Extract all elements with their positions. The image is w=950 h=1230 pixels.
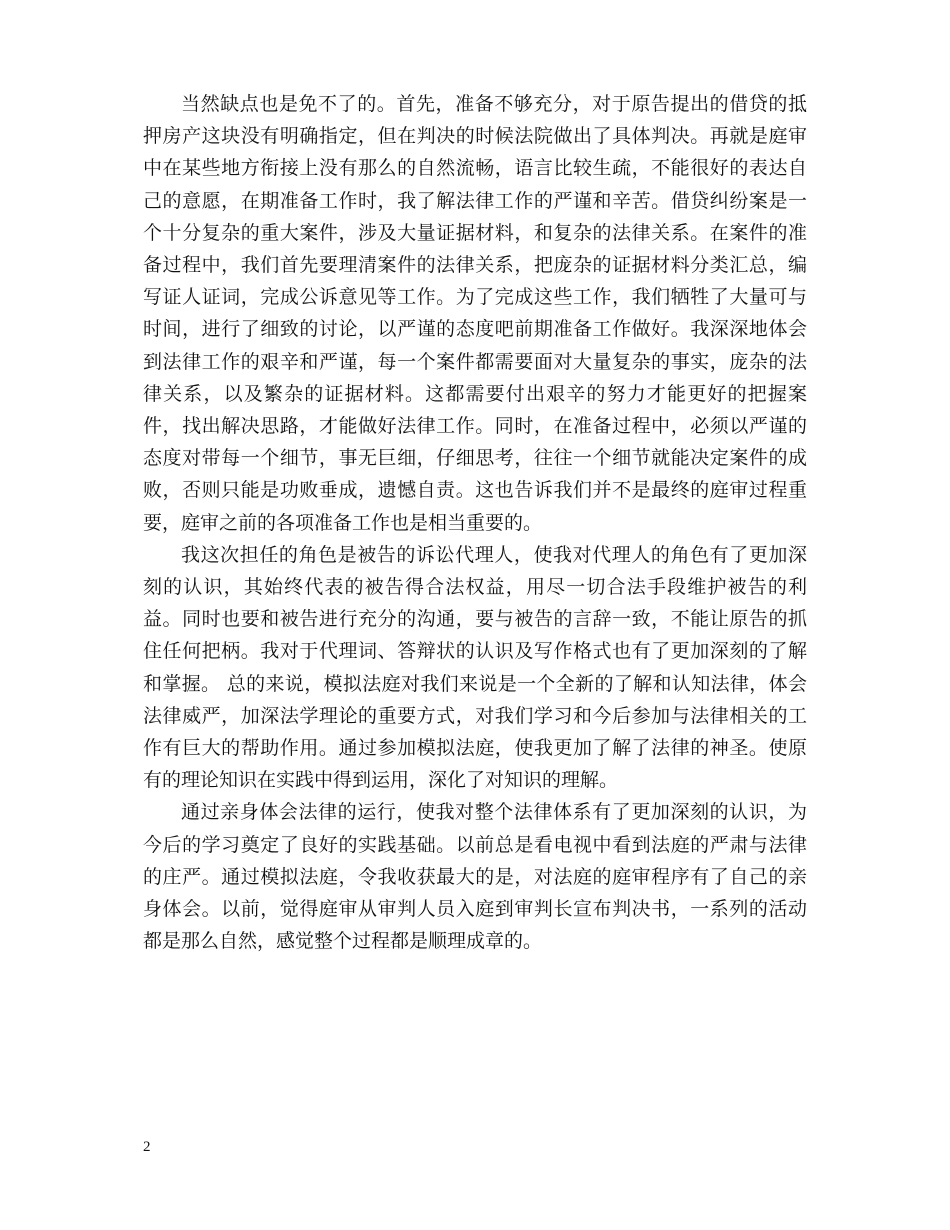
document-body xyxy=(143,88,807,957)
paragraph-2: 我这次担任的角色是被告的诉讼代理人，使我对代理人的角色有了更加深刻的认识，其始终代表的被告得合法权益，用尽一切合法手段维护被告的利益。同时也要和被告进行充分的沟通，要与被告的言辞一致，不能让原告的抓住任何把柄。我对于代理词、答辩状的认识及写作格式也有了更加深刻的了解和掌握。 总的来说，模拟法庭对我们来说是一个全新的了解和认知法律，体会法律威严，加深法学理论的重要方式，对我们学习和今后参加与法律相关的工作有巨大的帮助作用。通过参加模拟法庭，使我更加了解了法律的神圣。使原有的理论知识在实践中得到运用，深化了对知识的理解。 xyxy=(143,543,807,792)
page-number: 2 xyxy=(143,1139,151,1155)
paragraph-3: 通过亲身体会法律的运行，使我对整个法律体系有了更加深刻的认识，为今后的学习奠定了良好的实践基础。以前总是看电视中看到法庭的严肃与法律的庄严。通过模拟法庭，令我收获最大的是，对法庭的庭审程序有了自己的亲身体会。以前，觉得庭审从审判人员入庭到审判长宣布判决书，一系列的活动都是那么自然，感觉整个过程都是顺理成章的。 xyxy=(143,801,807,953)
paragraph-1: 当然缺点也是免不了的。首先，准备不够充分，对于原告提出的借贷的抵押房产这块没有明确指定，但在判决的时候法院做出了具体判决。再就是庭审中在某些地方衔接上没有那么的自然流畅，语言比较生疏，不能很好的表达自己的意愿，在期准备工作时，我了解法律工作的严谨和辛苦。借贷纠纷案是一个十分复杂的重大案件，涉及大量证据材料，和复杂的法律关系。在案件的准备过程中，我们首先要理清案件的法律关系，把庞杂的证据材料分类汇总，编写证人证词，完成公诉意见等工作。为了完成这些工作，我们牺牲了大量可与时间，进行了细致的讨论，以严谨的态度吧前期准备工作做好。我深深地体会到法律工作的艰辛和严谨，每一个案件都需要面对大量复杂的事实，庞杂的法律关系，以及繁杂的证据材料。这都需要付出艰辛的努力才能更好的把握案件，找出解决思路，才能做好法律工作。同时，在准备过程中，必须以严谨的态度对带每一个细节，事无巨细，仔细思考，往往一个细节就能决定案件的成败，否则只能是功败垂成，遗憾自责。这也告诉我们并不是最终的庭审过程重要，庭审之前的各项准备工作也是相当重要的。 xyxy=(143,93,807,534)
